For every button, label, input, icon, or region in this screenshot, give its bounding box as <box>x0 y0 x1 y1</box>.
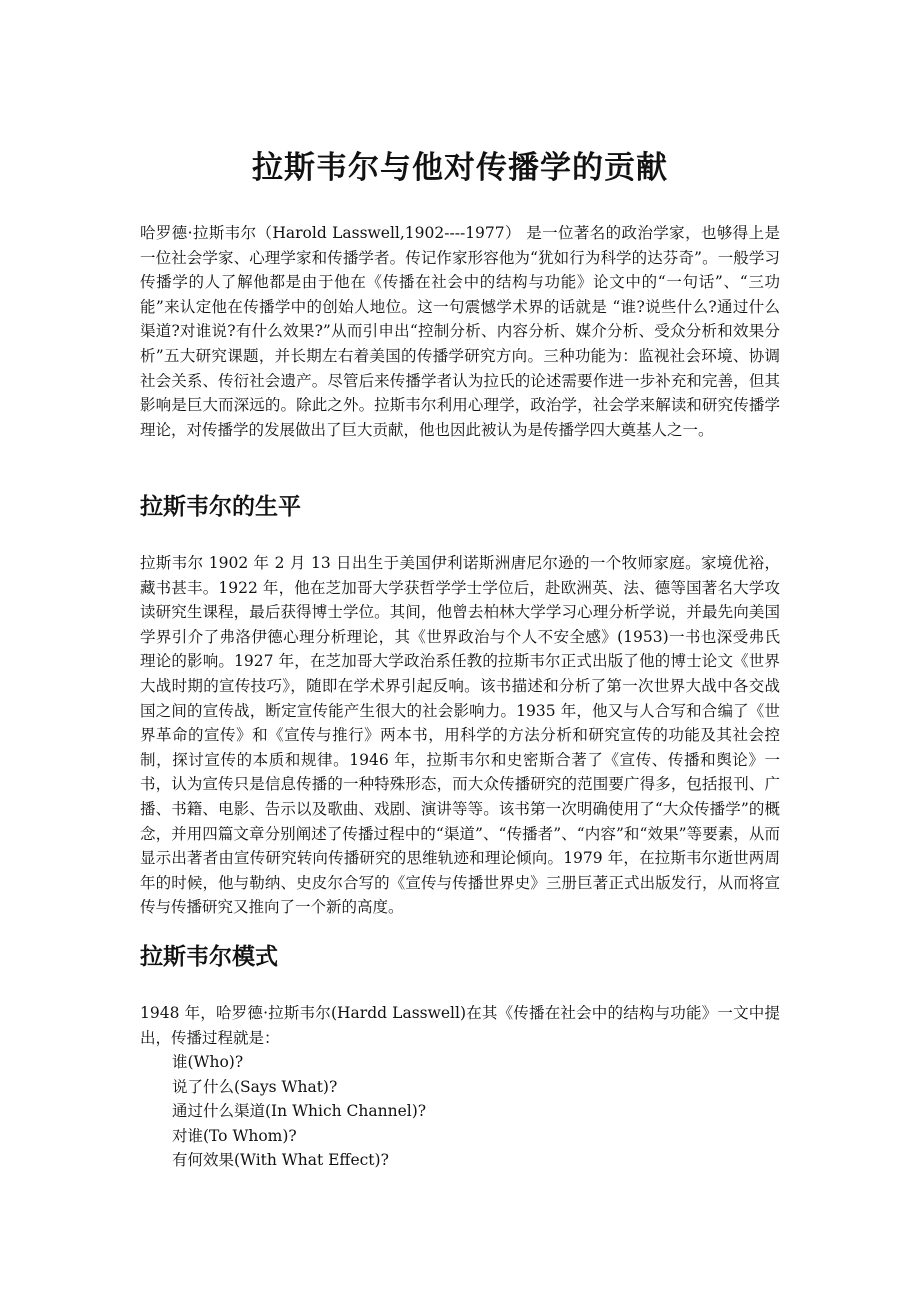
model-item-effect: 有何效果(With What Effect)? <box>172 1151 389 1170</box>
section-heading-model: 拉斯韦尔模式 <box>140 943 278 970</box>
model-item-channel: 通过什么渠道(In Which Channel)? <box>172 1102 427 1121</box>
model-paragraph: 1948 年，哈罗德·拉斯韦尔(Hardd Lasswell)在其《传播在社会中的结构与功能》一文中提出，传播过程就是： <box>140 1004 780 1047</box>
model-item-to-whom: 对谁(To Whom)? <box>172 1126 297 1145</box>
biography-paragraph: 拉斯韦尔 1902 年 2 月 13 日出生于美国伊利诺斯洲唐尼尔逊的一个牧师家庭。家境优裕，藏书甚丰。1922 年，他在芝加哥大学获哲学学士学位后，赴欧洲英、法、德等国著名大学攻读研究生课程，最后获得博士学位。其间，他曾去柏林大学学习心理分析学说，并最先向美国学界引介了弗洛伊德心理分析理论，其《世界政治与个人不安全感》(1953)一书也深受弗氏理论的影响。1927 年，在芝加哥大学政治系任教的拉斯韦尔正式出版了他的博士论文《世界大战时期的宣传技巧》，随即在学术界引起反响。该书描述和分析了第一次世界大战中各交战国之间的宣传战，断定宣传能产生很大的社会影响力。1935 年，他又与人合写和合编了《世界革命的宣传》和《宣传与推行》两本书，用科学的方法分析和研究宣传的功能及其社会控制，探讨宣传的本质和规律。1946 年，拉斯韦尔和史密斯合著了《宣传、传播和舆论》一书，认为宣传只是信息传播的一种特殊形态，而大众传播研究的范围要广得多，包括报刊、广播、书籍、电影、告示以及歌曲、戏剧、演讲等等。该书第一次明确使用了“大众传播学”的概念，并用四篇文章分别阐述了传播过程中的“渠道”、“传播者”、“内容”和“效果”等要素，从而显示出著者由宣传研究转向传播研究的思维轨迹和理论倾向。1979 年，在拉斯韦尔逝世两周年的时候，他与勒纳、史皮尔合写的《宣传与传播世界史》三册巨著正式出版发行，从而将宣传与传播研究又推向了一个新的高度。 <box>140 554 780 917</box>
model-item-who: 谁(Who)? <box>172 1053 244 1071</box>
model-list <box>172 1050 426 1173</box>
intro-paragraph: 哈罗德·拉斯韦尔（Harold Lasswell,1902----1977） 是一位著名的政治学家，也够得上是一位社会学家、心理学家和传播学者。传记作家形容他为“犹如行为科学的达芬奇”。一般学习传播学的人了解他都是由于他在《传播在社会中的结构与功能》论文中的“一句话”、“三功能”来认定他在传播学中的创始人地位。这一句震憾学术界的话就是 “谁?说些什么?通过什么渠道?对谁说?有什么效果?”从而引申出“控制分析、内容分析、媒介分析、受众分析和效果分析”五大研究课题，并长期左右着美国的传播学研究方向。三种功能为：监视社会环境、协调社会关系、传衍社会遗产。尽管后来传播学者认为拉氏的论述需要作进一步补充和完善，但其影响是巨大而深远的。除此之外。拉斯韦尔利用心理学，政治学，社会学来解读和研究传播学理论，对传播学的发展做出了巨大贡献，他也因此被认为是传播学四大奠基人之一。 <box>140 224 780 439</box>
section-heading-biography: 拉斯韦尔的生平 <box>140 493 301 520</box>
document-title: 拉斯韦尔与他对传播学的贡献 <box>252 150 668 186</box>
model-item-says-what: 说了什么(Says What)? <box>172 1077 338 1096</box>
